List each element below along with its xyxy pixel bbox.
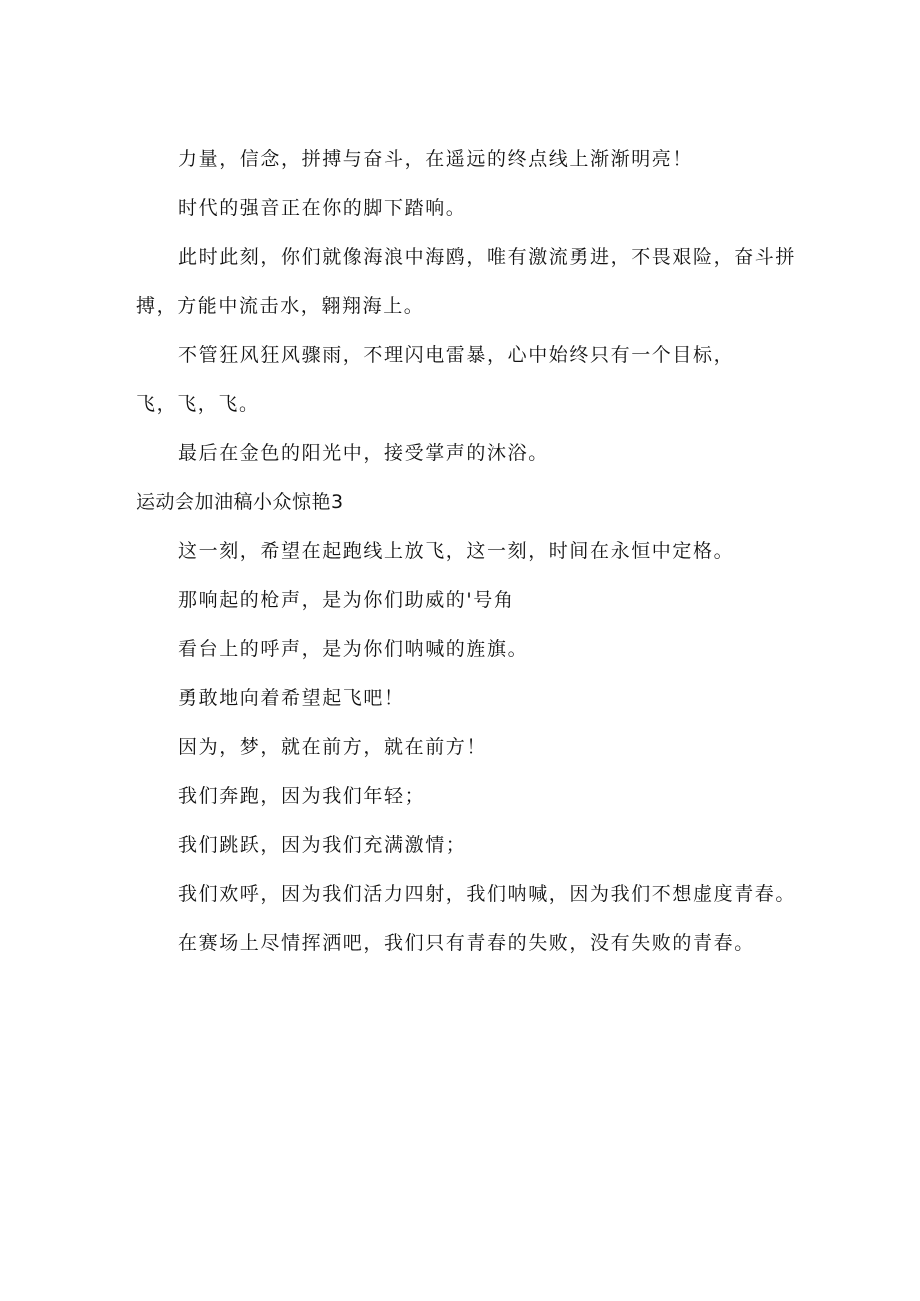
paragraph-line: 在赛场上尽情挥洒吧，我们只有青春的失败，没有失败的青春。 — [178, 932, 755, 954]
paragraph-line: 我们跳跃，因为我们充满激情； — [178, 834, 467, 856]
paragraph-line: 不管狂风狂风骤雨，不理闪电雷暴，心中始终只有一个目标， — [178, 344, 735, 366]
paragraph-line: 那响起的枪声，是为你们助威的'号角 — [178, 589, 515, 611]
paragraph-line: 飞，飞，飞。 — [136, 393, 260, 415]
section-title: 运动会加油稿小众惊艳3 — [136, 491, 344, 513]
paragraph-line: 时代的强音正在你的脚下踏响。 — [178, 197, 467, 219]
paragraph-line: 力量，信念，拼搏与奋斗，在遥远的终点线上渐渐明亮！ — [178, 148, 694, 170]
paragraph-line: 我们欢呼，因为我们活力四射，我们呐喊，因为我们不想虚度青春。 — [178, 883, 797, 905]
paragraph-line: 这一刻，希望在起跑线上放飞，这一刻，时间在永恒中定格。 — [178, 540, 735, 562]
paragraph-line: 因为，梦，就在前方，就在前方！ — [178, 736, 488, 758]
paragraph-line: 最后在金色的阳光中，接受掌声的沐浴。 — [178, 442, 549, 464]
paragraph-line: 此时此刻，你们就像海浪中海鸥，唯有激流勇进，不畏艰险，奋斗拼 — [178, 246, 797, 268]
paragraph-line: 我们奔跑，因为我们年轻； — [178, 785, 426, 807]
paragraph-line: 勇敢地向着希望起飞吧！ — [178, 687, 405, 709]
paragraph-line: 搏，方能中流击水，翱翔海上。 — [136, 295, 425, 317]
paragraph-line: 看台上的呼声，是为你们呐喊的旌旗。 — [178, 638, 529, 660]
